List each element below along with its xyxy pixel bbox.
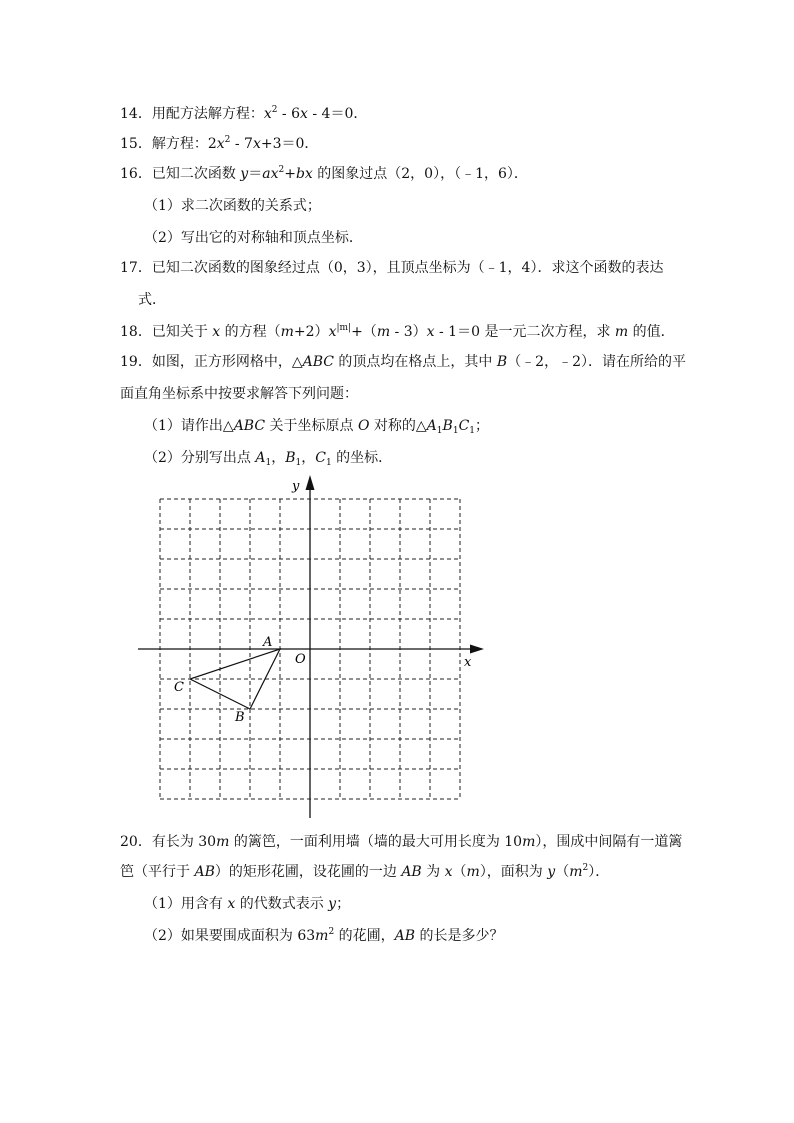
x-axis-arrow (470, 645, 484, 654)
vertex-label-a: A (263, 635, 273, 650)
problem-20-part-2: （2）如果要围成面积为 $63m^2$ 的花圃，AB 的长是多少？ (144, 927, 504, 944)
origin-label: O (295, 652, 306, 667)
problem-19: 19．如图，正方形网格中，△ABC 的顶点均在格点上，其中 B（﹣2，﹣2）．请在所给的平 (120, 354, 687, 370)
problem-20-part-1: （1）用含有 x 的代数式表示 y； (144, 896, 351, 912)
problem-19-line-2: 面直角坐标系中按要求解答下列问题： (120, 386, 358, 402)
problem-17-line-2: 式． (138, 292, 166, 308)
x-axis-label: x (464, 655, 472, 670)
problem-16: 16．已知二次函数 $y=ax^2+bx$ 的图象过点（2，0），（﹣1，6）． (120, 165, 528, 182)
problem-20-line-2: 笆（平行于 AB）的矩形花圃，设花圃的一边 AB 为 x（m），面积为 $y(m^2)$． (120, 863, 610, 880)
problem-14: 14．用配方法解方程：$x^2 - 6x - 4=0$． (120, 105, 368, 122)
problem-16-part-2: （2）写出它的对称轴和顶点坐标． (144, 230, 363, 246)
problem-18: 18．已知关于 x 的方程$(m+2)x^{|m|}+(m - 3)x - 1=0$ 是一元二次方程，求 m 的值． (120, 323, 675, 340)
vertex-label-c: C (174, 680, 184, 695)
problem-16-part-1: （1）求二次函数的关系式； (144, 198, 321, 214)
problem-19-part-1: （1）请作出△ABC 关于坐标原点 O 对称的$\triangle A_1B_1C_1$； (144, 418, 490, 436)
y-axis-label: y (292, 479, 300, 494)
problem-15: 15．解方程：$2x^2 - 7x+3=0$． (120, 135, 319, 152)
problem-17: 17．已知二次函数的图象经过点（0，3），且顶点坐标为（﹣1，4）．求这个函数的表达 (120, 260, 664, 276)
problem-19-part-2: （2）分别写出点 $A_1$，$B_1$，$C_1$ 的坐标． (144, 450, 393, 468)
y-axis-arrow (306, 475, 315, 490)
problem-20: 20．有长为 30m 的篱笆，一面利用墙（墙的最大可用长度为 10m），围成中间隔有一道篱 (120, 834, 683, 850)
vertex-label-b: B (235, 710, 245, 725)
